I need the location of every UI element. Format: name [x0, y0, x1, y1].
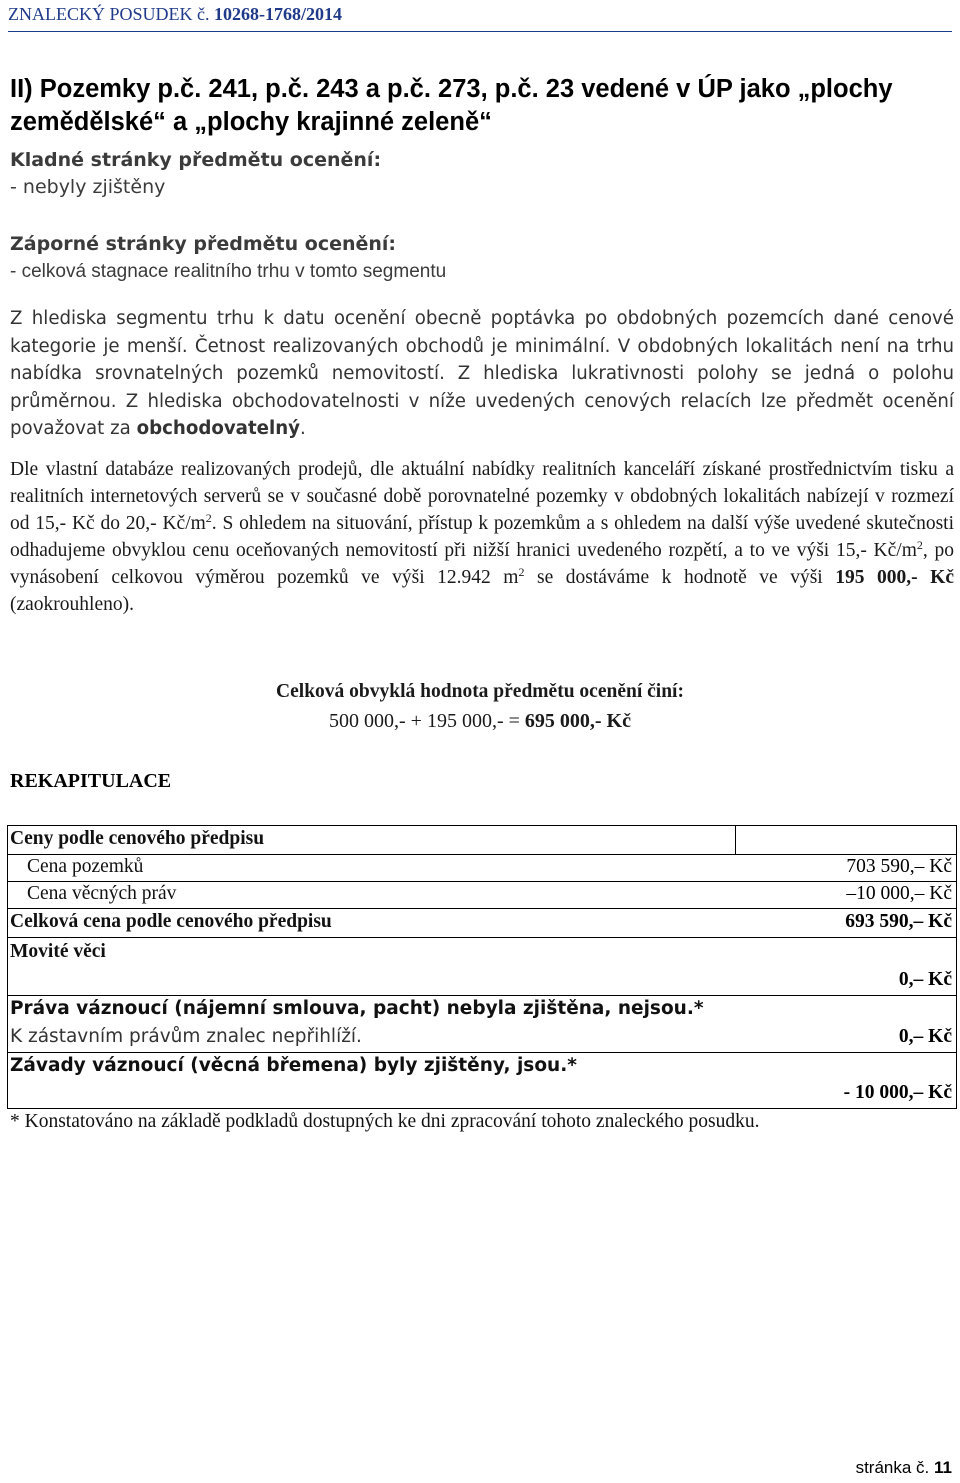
recap-land-value: 703 590,– Kč [846, 856, 952, 877]
recap-rule-right [956, 825, 957, 1108]
recap-title: REKAPITULACE [10, 770, 172, 792]
section-title: II) Pozemky p.č. 241, p.č. 243 a p.č. 273, p.č. 23 vedené v ÚP jako „plochy zemědělské“ a „plochy krajinné zeleně“ [10, 75, 893, 136]
recap-pledge-label: K zástavním právům znalec nepřihlíží. [10, 1026, 362, 1047]
market-tradability-value: obchodovatelný [136, 418, 301, 439]
positives-heading: Kladné stránky předmětu ocenění: [10, 149, 382, 171]
recap-rule-1 [7, 854, 957, 855]
document-number: 10268-1768/2014 [214, 4, 342, 24]
recap-rule-bottom [7, 1108, 957, 1109]
recap-rule-4 [7, 937, 957, 938]
total-value-label: Celková obvyklá hodnota předmětu ocenění činí: [276, 681, 684, 702]
valuation-text-2: . S ohledem na situování, přístup k pozemkům a s ohledem na další výše uvedené skutečnosti odhadujeme obvyklou cenu oceňovaných nemovitostí při nižší hranici uvedeného rozpětí, a to ve výši 15,- Kč/m [10, 513, 954, 561]
recap-total-label: Celková cena podle cenového předpisu [10, 911, 332, 932]
market-paragraph-end: . [300, 418, 306, 439]
page-number [856, 1458, 952, 1478]
valuation-text-4: se dostáváme k hodnotě ve výši [524, 567, 836, 588]
recap-group1-heading: Ceny podle cenového předpisu [10, 828, 265, 849]
total-value-sum [180, 710, 780, 733]
recap-defects-heading: Závady váznoucí (věcná břemena) byly zjištěny, jsou.* [10, 1055, 577, 1076]
recap-rule-top [7, 825, 957, 826]
valuation-text-5: (zaokrouhleno). [10, 594, 134, 615]
recap-movables-value: 0,– Kč [898, 969, 952, 990]
recap-rule-left [7, 825, 8, 1108]
market-location-sentence: Z hlediska lukrativnosti polohy se jedná o polohu průměrnou. [10, 363, 954, 412]
negatives-heading: Záporné stránky předmětu ocenění: [10, 233, 397, 255]
valuation-sup-2: 2 [916, 538, 923, 552]
total-sum-result: 695 000,- Kč [524, 710, 631, 732]
recap-movables-label: Movité věci [10, 941, 106, 962]
recap-rule-5 [7, 995, 957, 996]
running-header [8, 4, 342, 25]
valuation-text-1: Dle vlastní databáze realizovaných prodejů, dle aktuální nabídky realitních kanceláří získané prostřednictvím tisku a realitních internetových serverů se v současné době porovnatelné pozemky v obdobných lokalitách nabízejí v rozmezí od 15,- Kč do 20,- Kč/m [10, 459, 954, 534]
recap-rule-2 [7, 881, 957, 882]
valuation-paragraph [10, 456, 954, 618]
recap-pledge-value: 0,– Kč [898, 1026, 952, 1047]
positives-item: - nebyly zjištěny [10, 176, 166, 198]
footnote: * Konstatováno na základě podkladů dostupných ke dni zpracování tohoto znaleckého posudku. [10, 1111, 760, 1132]
recap-rule-3 [7, 908, 957, 909]
recap-rule-6 [7, 1052, 957, 1053]
valuation-text-3: , po vynásobení celkovou výměrou pozemků ve výši 12.942 m [10, 540, 955, 588]
valuation-sup-3: 2 [518, 565, 525, 579]
page-label: stránka č. [855, 1458, 930, 1477]
market-tradability-sentence: Z hlediska obchodovatelnosti v níže uvedených cenových relacích lze předmět ocenění považovat za [10, 390, 954, 439]
document-title: ZNALECKÝ POSUDEK č. [8, 4, 210, 24]
recap-rights-value: –10 000,– Kč [846, 883, 952, 904]
recap-land-label: Cena pozemků [27, 856, 144, 877]
total-sum-prefix: 500 000,- + 195 000,- = [329, 710, 525, 732]
valuation-sup-1: 2 [205, 511, 212, 525]
market-paragraph [10, 305, 954, 443]
page-number-value: 11 [934, 1458, 952, 1477]
header-divider [8, 31, 952, 32]
market-demand-sentence: Z hlediska segmentu trhu k datu ocenění obecně poptávka po obdobných pozemcích dané cenové kategorie je menší. [10, 308, 954, 357]
negatives-item: - celková stagnace realitního trhu v tomto segmentu [10, 261, 447, 282]
recap-total-value: 693 590,– Kč [845, 911, 952, 932]
recap-rights-label: Cena věcných práv [27, 883, 177, 904]
recap-rights-heading: Práva váznoucí (nájemní smlouva, pacht) nebyla zjištěna, nejsou.* [10, 998, 704, 1019]
recap-defects-value: - 10 000,– Kč [843, 1082, 952, 1103]
market-frequency-sentence: Četnost realizovaných obchodů je minimální. V obdobných lokalitách není na trhu nabídka srovnatelných pozemků nemovitostí. [10, 335, 954, 384]
recap-rule-col-top [735, 825, 736, 854]
valuation-result-value: 195 000,- Kč [835, 567, 954, 588]
